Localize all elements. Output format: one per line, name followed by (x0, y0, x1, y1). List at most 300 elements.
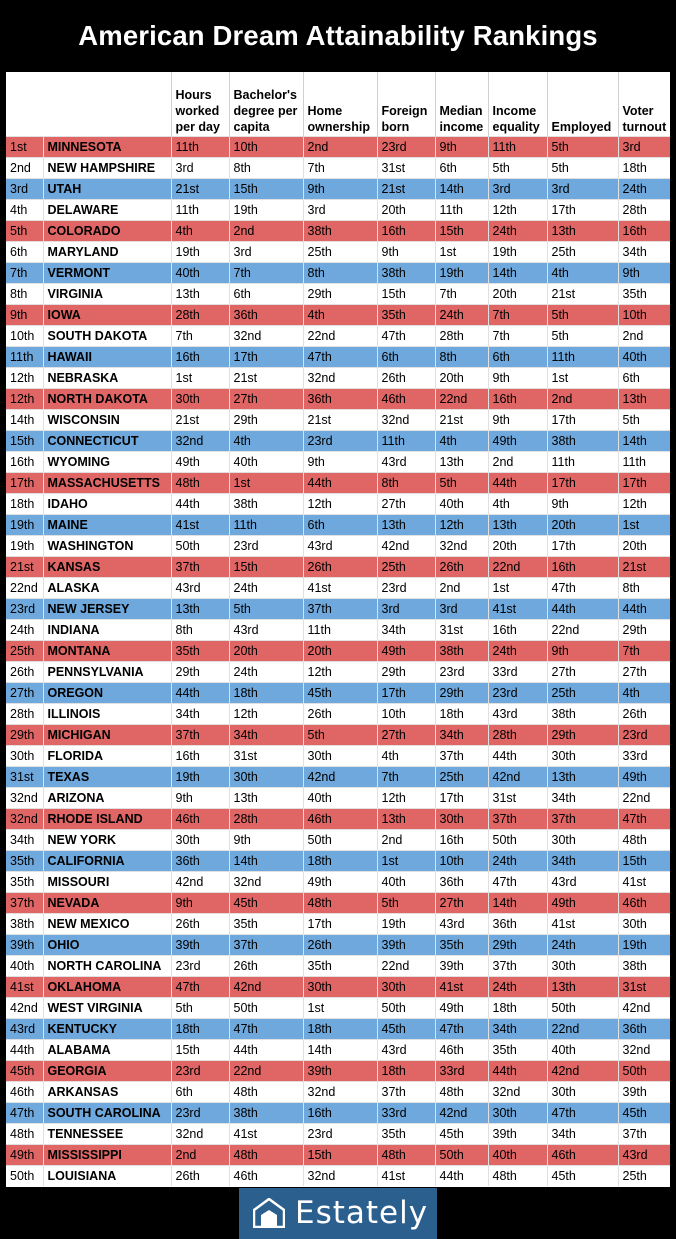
value-cell: 38th (377, 262, 435, 283)
state-cell: VERMONT (43, 262, 171, 283)
value-cell: 35th (618, 283, 670, 304)
value-cell: 26th (377, 367, 435, 388)
value-cell: 42nd (547, 1060, 618, 1081)
value-cell: 2nd (303, 136, 377, 157)
value-cell: 21st (377, 178, 435, 199)
state-cell: CONNECTICUT (43, 430, 171, 451)
value-cell: 12th (303, 661, 377, 682)
value-cell: 12th (229, 703, 303, 724)
value-cell: 7th (435, 283, 488, 304)
value-cell: 34th (547, 787, 618, 808)
value-cell: 49th (171, 451, 229, 472)
value-cell: 5th (547, 325, 618, 346)
table-row (6, 1081, 670, 1102)
table-row (6, 325, 670, 346)
rank-cell: 35th (6, 850, 43, 871)
table-row (6, 682, 670, 703)
value-cell: 32nd (229, 325, 303, 346)
table-row (6, 997, 670, 1018)
value-cell: 16th (377, 220, 435, 241)
value-cell: 27th (618, 661, 670, 682)
value-cell: 13th (377, 514, 435, 535)
rank-cell: 31st (6, 766, 43, 787)
value-cell: 27th (229, 388, 303, 409)
value-cell: 38th (547, 430, 618, 451)
value-cell: 8th (377, 472, 435, 493)
rank-cell: 18th (6, 493, 43, 514)
value-cell: 21st (618, 556, 670, 577)
value-cell: 29th (377, 661, 435, 682)
rank-cell: 14th (6, 409, 43, 430)
value-cell: 8th (435, 346, 488, 367)
value-cell: 43rd (377, 451, 435, 472)
value-cell: 46th (229, 1165, 303, 1186)
table-row (6, 556, 670, 577)
value-cell: 30th (547, 829, 618, 850)
value-cell: 2nd (171, 1144, 229, 1165)
rankings-table-container (6, 72, 670, 1187)
value-cell: 42nd (435, 1102, 488, 1123)
value-cell: 29th (171, 661, 229, 682)
table-row (6, 703, 670, 724)
rank-cell: 12th (6, 367, 43, 388)
table-row (6, 283, 670, 304)
value-cell: 11th (435, 199, 488, 220)
value-cell: 11th (171, 199, 229, 220)
value-cell: 32nd (229, 871, 303, 892)
value-cell: 37th (488, 808, 547, 829)
rank-cell: 38th (6, 913, 43, 934)
value-cell: 44th (171, 682, 229, 703)
estately-logo (239, 1188, 437, 1239)
state-cell: NEW HAMPSHIRE (43, 157, 171, 178)
value-cell: 5th (435, 472, 488, 493)
value-cell: 5th (547, 136, 618, 157)
value-cell: 14th (229, 850, 303, 871)
value-cell: 35th (488, 1039, 547, 1060)
table-row (6, 976, 670, 997)
state-cell: NEBRASKA (43, 367, 171, 388)
table-row (6, 1165, 670, 1186)
value-cell: 21st (547, 283, 618, 304)
value-cell: 11th (229, 514, 303, 535)
rank-cell: 1st (6, 136, 43, 157)
value-cell: 6th (618, 367, 670, 388)
value-cell: 13th (547, 976, 618, 997)
rank-cell: 9th (6, 304, 43, 325)
value-cell: 47th (547, 1102, 618, 1123)
value-cell: 44th (488, 745, 547, 766)
value-cell: 4th (547, 262, 618, 283)
value-cell: 30th (435, 808, 488, 829)
value-cell: 46th (171, 808, 229, 829)
value-cell: 23rd (377, 577, 435, 598)
brand-name: Estately (295, 1195, 429, 1231)
rank-cell: 8th (6, 283, 43, 304)
value-cell: 15th (303, 1144, 377, 1165)
value-cell: 5th (171, 997, 229, 1018)
table-row (6, 157, 670, 178)
value-cell: 25th (618, 1165, 670, 1186)
rank-cell: 45th (6, 1060, 43, 1081)
value-cell: 20th (377, 199, 435, 220)
state-cell: KENTUCKY (43, 1018, 171, 1039)
value-cell: 39th (303, 1060, 377, 1081)
rank-cell: 43rd (6, 1018, 43, 1039)
state-cell: SOUTH DAKOTA (43, 325, 171, 346)
value-cell: 41st (435, 976, 488, 997)
value-cell: 29th (547, 724, 618, 745)
value-cell: 24th (229, 661, 303, 682)
table-row (6, 829, 670, 850)
value-cell: 39th (488, 1123, 547, 1144)
value-cell: 47th (171, 976, 229, 997)
value-cell: 36th (488, 913, 547, 934)
value-cell: 48th (618, 829, 670, 850)
rank-cell: 37th (6, 892, 43, 913)
value-cell: 16th (488, 388, 547, 409)
rank-cell: 15th (6, 430, 43, 451)
house-icon (253, 1198, 285, 1228)
value-cell: 50th (229, 997, 303, 1018)
rankings-table (6, 72, 670, 1186)
value-cell: 34th (435, 724, 488, 745)
table-row (6, 1102, 670, 1123)
value-cell: 28th (488, 724, 547, 745)
value-cell: 32nd (303, 1165, 377, 1186)
table-row (6, 598, 670, 619)
value-cell: 48th (303, 892, 377, 913)
value-cell: 30th (229, 766, 303, 787)
value-cell: 21st (435, 409, 488, 430)
value-cell: 18th (303, 1018, 377, 1039)
rank-cell: 32nd (6, 787, 43, 808)
value-cell: 31st (488, 787, 547, 808)
state-cell: MARYLAND (43, 241, 171, 262)
state-cell: GEORGIA (43, 1060, 171, 1081)
rank-cell: 40th (6, 955, 43, 976)
value-cell: 13th (171, 283, 229, 304)
value-cell: 25th (547, 682, 618, 703)
value-cell: 18th (171, 1018, 229, 1039)
state-cell: ARIZONA (43, 787, 171, 808)
rank-cell: 29th (6, 724, 43, 745)
value-cell: 42nd (229, 976, 303, 997)
value-cell: 44th (547, 598, 618, 619)
value-cell: 30th (547, 745, 618, 766)
value-cell: 22nd (435, 388, 488, 409)
state-cell: MISSISSIPPI (43, 1144, 171, 1165)
value-cell: 45th (547, 1165, 618, 1186)
table-row (6, 1018, 670, 1039)
value-cell: 42nd (377, 535, 435, 556)
value-cell: 50th (488, 829, 547, 850)
value-cell: 40th (435, 493, 488, 514)
column-header (6, 72, 43, 136)
value-cell: 26th (171, 913, 229, 934)
value-cell: 30th (618, 913, 670, 934)
state-cell: NEVADA (43, 892, 171, 913)
value-cell: 12th (303, 493, 377, 514)
value-cell: 41st (377, 1165, 435, 1186)
value-cell: 21st (171, 409, 229, 430)
value-cell: 49th (435, 997, 488, 1018)
value-cell: 30th (171, 829, 229, 850)
value-cell: 41st (171, 514, 229, 535)
value-cell: 46th (547, 1144, 618, 1165)
rank-cell: 3rd (6, 178, 43, 199)
table-row (6, 619, 670, 640)
value-cell: 4th (618, 682, 670, 703)
value-cell: 31st (618, 976, 670, 997)
value-cell: 7th (229, 262, 303, 283)
value-cell: 15th (229, 556, 303, 577)
rank-cell: 25th (6, 640, 43, 661)
value-cell: 40th (229, 451, 303, 472)
value-cell: 2nd (377, 829, 435, 850)
value-cell: 24th (435, 304, 488, 325)
value-cell: 7th (618, 640, 670, 661)
value-cell: 5th (377, 892, 435, 913)
value-cell: 40th (618, 346, 670, 367)
rank-cell: 4th (6, 199, 43, 220)
value-cell: 17th (303, 913, 377, 934)
state-cell: IOWA (43, 304, 171, 325)
value-cell: 48th (488, 1165, 547, 1186)
rank-cell: 47th (6, 1102, 43, 1123)
state-cell: NEW YORK (43, 829, 171, 850)
column-header: Foreign born (377, 72, 435, 136)
value-cell: 1st (618, 514, 670, 535)
value-cell: 12th (377, 787, 435, 808)
value-cell: 48th (229, 1144, 303, 1165)
rank-cell: 7th (6, 262, 43, 283)
state-cell: ALASKA (43, 577, 171, 598)
value-cell: 9th (435, 136, 488, 157)
value-cell: 44th (303, 472, 377, 493)
state-cell: UTAH (43, 178, 171, 199)
table-row (6, 514, 670, 535)
value-cell: 50th (618, 1060, 670, 1081)
table-row (6, 892, 670, 913)
value-cell: 43rd (303, 535, 377, 556)
state-cell: DELAWARE (43, 199, 171, 220)
value-cell: 32nd (303, 367, 377, 388)
value-cell: 14th (488, 262, 547, 283)
state-cell: OREGON (43, 682, 171, 703)
value-cell: 40th (171, 262, 229, 283)
value-cell: 19th (435, 262, 488, 283)
value-cell: 23rd (303, 1123, 377, 1144)
value-cell: 50th (303, 829, 377, 850)
value-cell: 39th (618, 1081, 670, 1102)
value-cell: 34th (547, 1123, 618, 1144)
value-cell: 41st (618, 871, 670, 892)
value-cell: 27th (377, 724, 435, 745)
state-cell: PENNSYLVANIA (43, 661, 171, 682)
value-cell: 18th (618, 157, 670, 178)
value-cell: 19th (229, 199, 303, 220)
value-cell: 24th (547, 934, 618, 955)
value-cell: 46th (618, 892, 670, 913)
value-cell: 16th (488, 619, 547, 640)
value-cell: 29th (303, 283, 377, 304)
value-cell: 6th (377, 346, 435, 367)
value-cell: 6th (303, 514, 377, 535)
rank-cell: 27th (6, 682, 43, 703)
value-cell: 5th (618, 409, 670, 430)
value-cell: 36th (435, 871, 488, 892)
value-cell: 25th (377, 556, 435, 577)
state-cell: MINNESOTA (43, 136, 171, 157)
rank-cell: 12th (6, 388, 43, 409)
value-cell: 1st (229, 472, 303, 493)
value-cell: 44th (488, 1060, 547, 1081)
value-cell: 47th (303, 346, 377, 367)
state-cell: WASHINGTON (43, 535, 171, 556)
value-cell: 14th (435, 178, 488, 199)
value-cell: 41st (547, 913, 618, 934)
value-cell: 44th (618, 598, 670, 619)
value-cell: 5th (547, 157, 618, 178)
value-cell: 3rd (435, 598, 488, 619)
value-cell: 30th (171, 388, 229, 409)
rank-cell: 19th (6, 514, 43, 535)
value-cell: 37th (488, 955, 547, 976)
rank-cell: 32nd (6, 808, 43, 829)
value-cell: 23rd (171, 955, 229, 976)
value-cell: 23rd (435, 661, 488, 682)
value-cell: 3rd (229, 241, 303, 262)
value-cell: 22nd (377, 955, 435, 976)
value-cell: 26th (303, 934, 377, 955)
value-cell: 15th (229, 178, 303, 199)
value-cell: 27th (547, 661, 618, 682)
value-cell: 35th (229, 913, 303, 934)
value-cell: 17th (547, 199, 618, 220)
value-cell: 26th (229, 955, 303, 976)
rank-cell: 26th (6, 661, 43, 682)
value-cell: 30th (547, 1081, 618, 1102)
state-cell: MISSOURI (43, 871, 171, 892)
table-row (6, 178, 670, 199)
value-cell: 40th (303, 787, 377, 808)
state-cell: WYOMING (43, 451, 171, 472)
column-header: Voter turnout (618, 72, 670, 136)
value-cell: 1st (303, 997, 377, 1018)
state-cell: WEST VIRGINIA (43, 997, 171, 1018)
value-cell: 8th (303, 262, 377, 283)
value-cell: 18th (229, 682, 303, 703)
value-cell: 12th (488, 199, 547, 220)
value-cell: 18th (435, 703, 488, 724)
value-cell: 12th (618, 493, 670, 514)
value-cell: 2nd (488, 451, 547, 472)
value-cell: 26th (435, 556, 488, 577)
value-cell: 25th (547, 241, 618, 262)
value-cell: 22nd (229, 1060, 303, 1081)
value-cell: 48th (171, 472, 229, 493)
value-cell: 15th (435, 220, 488, 241)
value-cell: 28th (171, 304, 229, 325)
value-cell: 18th (377, 1060, 435, 1081)
value-cell: 15th (377, 283, 435, 304)
value-cell: 16th (547, 556, 618, 577)
value-cell: 31st (229, 745, 303, 766)
value-cell: 2nd (229, 220, 303, 241)
value-cell: 43rd (171, 577, 229, 598)
table-row (6, 955, 670, 976)
state-cell: MONTANA (43, 640, 171, 661)
value-cell: 50th (377, 997, 435, 1018)
rank-cell: 46th (6, 1081, 43, 1102)
table-row (6, 262, 670, 283)
value-cell: 19th (618, 934, 670, 955)
value-cell: 36th (229, 304, 303, 325)
table-row (6, 1039, 670, 1060)
value-cell: 34th (618, 241, 670, 262)
table-row (6, 934, 670, 955)
value-cell: 7th (488, 325, 547, 346)
value-cell: 10th (618, 304, 670, 325)
state-cell: TEXAS (43, 766, 171, 787)
value-cell: 21st (303, 409, 377, 430)
value-cell: 44th (435, 1165, 488, 1186)
value-cell: 11th (547, 346, 618, 367)
value-cell: 45th (435, 1123, 488, 1144)
table-row (6, 1144, 670, 1165)
value-cell: 40th (488, 1144, 547, 1165)
value-cell: 13th (547, 766, 618, 787)
value-cell: 23rd (171, 1102, 229, 1123)
value-cell: 22nd (303, 325, 377, 346)
value-cell: 45th (229, 892, 303, 913)
state-cell: ILLINOIS (43, 703, 171, 724)
rank-cell: 11th (6, 346, 43, 367)
state-cell: MICHIGAN (43, 724, 171, 745)
value-cell: 37th (377, 1081, 435, 1102)
column-header (43, 72, 171, 136)
value-cell: 11th (488, 136, 547, 157)
table-row (6, 1060, 670, 1081)
table-row (6, 409, 670, 430)
value-cell: 9th (303, 178, 377, 199)
value-cell: 42nd (618, 997, 670, 1018)
state-cell: IDAHO (43, 493, 171, 514)
value-cell: 20th (229, 640, 303, 661)
rank-cell: 21st (6, 556, 43, 577)
value-cell: 31st (435, 619, 488, 640)
value-cell: 2nd (435, 577, 488, 598)
rank-cell: 17th (6, 472, 43, 493)
value-cell: 42nd (171, 871, 229, 892)
value-cell: 9th (488, 409, 547, 430)
value-cell: 13th (618, 388, 670, 409)
value-cell: 10th (229, 136, 303, 157)
value-cell: 5th (547, 304, 618, 325)
value-cell: 4th (377, 745, 435, 766)
value-cell: 9th (547, 640, 618, 661)
value-cell: 1st (488, 577, 547, 598)
value-cell: 16th (303, 1102, 377, 1123)
value-cell: 32nd (377, 409, 435, 430)
value-cell: 30th (303, 976, 377, 997)
value-cell: 43rd (435, 913, 488, 934)
state-cell: CALIFORNIA (43, 850, 171, 871)
value-cell: 20th (547, 514, 618, 535)
value-cell: 4th (229, 430, 303, 451)
value-cell: 4th (171, 220, 229, 241)
